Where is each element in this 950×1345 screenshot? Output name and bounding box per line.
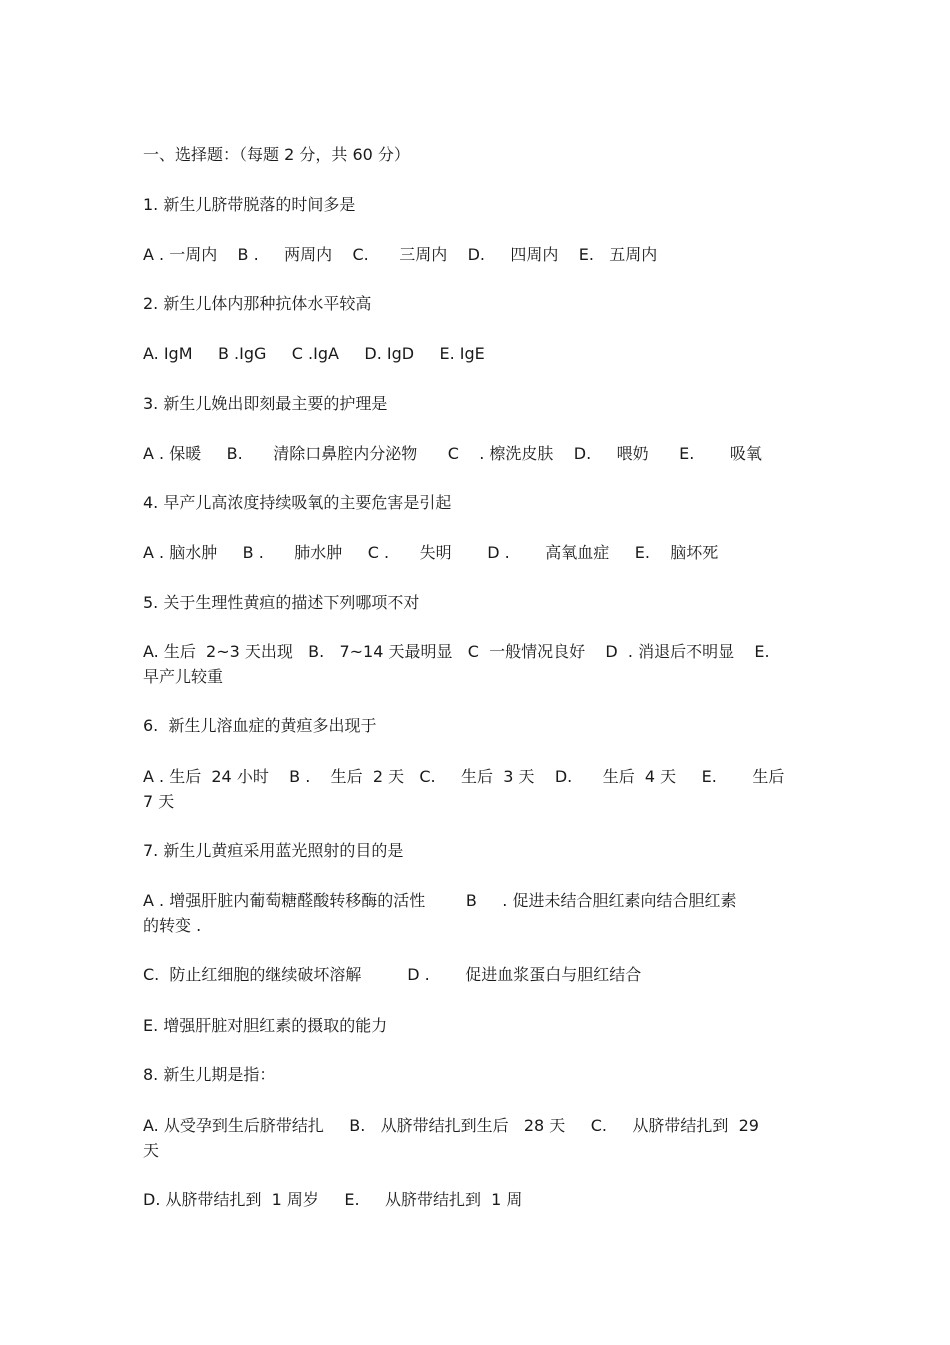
question-2-stem: 2. 新生儿体内那种抗体水平较高	[143, 294, 372, 313]
question-3-options: A . 保暖 B. 清除口鼻腔内分泌物 C . 檫洗皮肤 D. 喂奶 E. 吸氧	[143, 444, 762, 463]
question-1-options: A . 一周内 B . 两周内 C. 三周内 D. 四周内 E. 五周内	[143, 245, 658, 264]
question-2-options: A. IgM B .IgG C .IgA D. IgD E. IgE	[143, 344, 485, 363]
question-3-stem: 3. 新生儿娩出即刻最主要的护理是	[143, 394, 388, 413]
question-6-stem: 6. 新生儿溶血症的黄疸多出现于	[143, 716, 377, 735]
question-7-options: A . 增强肝脏内葡萄糖醛酸转移酶的活性 B . 促进未结合胆红素向结合胆红素 的转变 .	[143, 891, 737, 935]
question-1-stem: 1. 新生儿脐带脱落的时间多是	[143, 195, 356, 214]
question-8-options-de: D. 从脐带结扎到 1 周岁 E. 从脐带结扎到 1 周	[143, 1190, 523, 1209]
question-5-stem: 5. 关于生理性黄疸的描述下列哪项不对	[143, 593, 420, 612]
question-4-options: A . 脑水肿 B . 肺水肿 C . 失明 D . 高氧血症 E. 脑坏死	[143, 543, 719, 562]
question-8-options: A. 从受孕到生后脐带结扎 B. 从脐带结扎到生后 28 天 C. 从脐带结扎到 29 天	[143, 1116, 759, 1160]
section-title: 一、选择题：（每题 2 分，共 60 分）	[143, 145, 410, 164]
question-5-options: A. 生后 2~3 天出现 B. 7~14 天最明显 C 一般情况良好 D . 消退后不明显 E. 早产儿较重	[143, 642, 770, 686]
question-4-stem: 4. 早产儿高浓度持续吸氧的主要危害是引起	[143, 493, 452, 512]
question-7-options-cd: C. 防止红细胞的继续破坏溶解 D . 促进血浆蛋白与胆红结合	[143, 965, 642, 984]
question-8-stem: 8. 新生儿期是指：	[143, 1065, 276, 1084]
question-7-options-e: E. 增强肝脏对胆红素的摄取的能力	[143, 1016, 388, 1035]
question-7-stem: 7. 新生儿黄疸采用蓝光照射的目的是	[143, 841, 404, 860]
question-6-options: A . 生后 24 小时 B . 生后 2 天 C. 生后 3 天 D. 生后 4 天 E. 生后 7 天	[143, 767, 785, 811]
